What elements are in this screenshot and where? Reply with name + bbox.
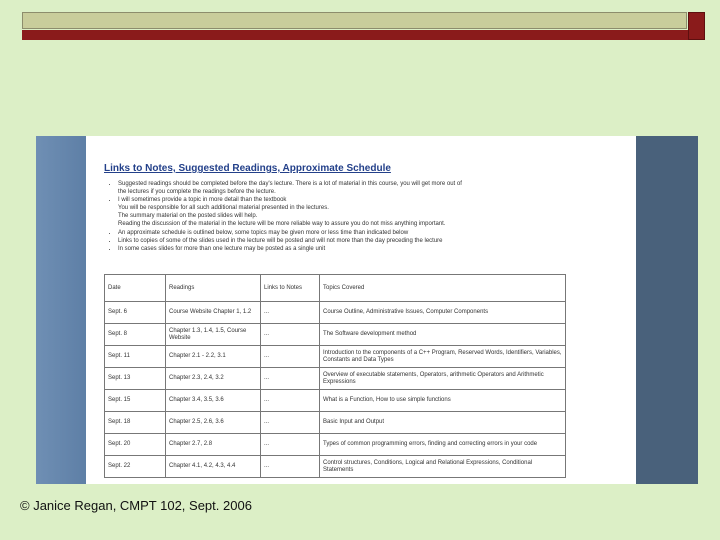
course-webpage [86, 136, 626, 484]
cell-links[interactable]: ... [261, 412, 320, 434]
header-links: Links to Notes [261, 275, 320, 302]
title-bar [22, 12, 687, 29]
notes-list [104, 180, 588, 253]
table-row [105, 368, 566, 390]
cell-links[interactable]: ... [261, 324, 320, 346]
table-row [105, 434, 566, 456]
header-topics: Topics Covered [320, 275, 566, 302]
table-row [105, 346, 566, 368]
note-text: I will sometimes provide a topic in more detail than the textbook [118, 197, 287, 204]
webpage-screenshot [36, 136, 698, 484]
cell-topics: Introduction to the components of a C++ Program, Reserved Words, Identifiers, Variables, Constants and Data Types [320, 346, 566, 368]
note-continuation: Reading the discussion of the material in the lecture will be more reliable way to assure you do not miss anything important. [118, 221, 446, 228]
cell-readings: Chapter 2.1 - 2.2, 3.1 [166, 346, 261, 368]
note-item [118, 180, 588, 196]
note-text: Suggested readings should be completed before the day's lecture. There is a lot of material in this course, you will get more out of [118, 181, 462, 187]
cell-topics: Course Outline, Administrative Issues, Computer Components [320, 302, 566, 324]
cell-readings: Chapter 2.5, 2.6, 3.6 [166, 412, 261, 434]
copyright-footer: © Janice Regan, CMPT 102, Sept. 2006 [20, 498, 252, 513]
note-item [118, 237, 588, 245]
note-item [118, 229, 588, 237]
corner-square-decoration [688, 12, 705, 40]
table-row [105, 302, 566, 324]
cell-date: Sept. 20 [105, 434, 166, 456]
cell-topics: Basic Input and Output [320, 412, 566, 434]
cell-readings: Chapter 2.3, 2.4, 3.2 [166, 368, 261, 390]
header-readings: Readings [166, 275, 261, 302]
cell-links[interactable]: ... [261, 456, 320, 478]
table-header-row [105, 275, 566, 302]
page-left-margin [36, 136, 86, 484]
cell-date: Sept. 13 [105, 368, 166, 390]
note-text: Links to copies of some of the slides used in the lecture will be posted and will not more than the day preceding the lecture [118, 237, 443, 244]
cell-date: Sept. 18 [105, 412, 166, 434]
note-text: In some cases slides for more than one lecture may be posted as a single unit [118, 245, 326, 252]
cell-links[interactable]: ... [261, 390, 320, 412]
cell-topics: Types of common programming errors, finding and correcting errors in your code [320, 434, 566, 456]
note-continuation: the lectures if you complete the readings before the lecture. [118, 189, 276, 196]
header-date: Date [105, 275, 166, 302]
note-item [118, 196, 588, 228]
cell-topics: Control structures, Conditions, Logical and Relational Expressions, Conditional Statements [320, 456, 566, 478]
note-continuation: The summary material on the posted slides will help. [118, 213, 258, 220]
cell-date: Sept. 11 [105, 346, 166, 368]
page-right-margin [626, 136, 636, 484]
cell-readings: Course Website Chapter 1, 1.2 [166, 302, 261, 324]
cell-topics: What is a Function, How to use simple functions [320, 390, 566, 412]
cell-readings: Chapter 1.3, 1.4, 1.5, Course Website [166, 324, 261, 346]
cell-links[interactable]: ... [261, 368, 320, 390]
table-row [105, 390, 566, 412]
table-row [105, 412, 566, 434]
cell-links[interactable]: ... [261, 434, 320, 456]
note-continuation: You will be responsible for all such additional material presented in the lectures. [118, 205, 329, 212]
schedule-table [104, 274, 566, 478]
page-heading[interactable]: Links to Notes, Suggested Readings, Approximate Schedule [104, 163, 391, 174]
cell-date: Sept. 8 [105, 324, 166, 346]
table-row [105, 456, 566, 478]
cell-readings: Chapter 3.4, 3.5, 3.6 [166, 390, 261, 412]
table-row [105, 324, 566, 346]
cell-readings: Chapter 4.1, 4.2, 4.3, 4.4 [166, 456, 261, 478]
title-underline-bar [22, 30, 688, 40]
cell-date: Sept. 15 [105, 390, 166, 412]
cell-date: Sept. 6 [105, 302, 166, 324]
cell-readings: Chapter 2.7, 2.8 [166, 434, 261, 456]
note-text: An approximate schedule is outlined below, some topics may be given more or less time than indicated below [118, 229, 409, 236]
cell-topics: The Software development method [320, 324, 566, 346]
cell-links[interactable]: ... [261, 346, 320, 368]
note-item [118, 245, 588, 253]
cell-links[interactable]: ... [261, 302, 320, 324]
cell-topics: Overview of executable statements, Operators, arithmetic Operators and Arithmetic Expressions [320, 368, 566, 390]
cell-date: Sept. 22 [105, 456, 166, 478]
